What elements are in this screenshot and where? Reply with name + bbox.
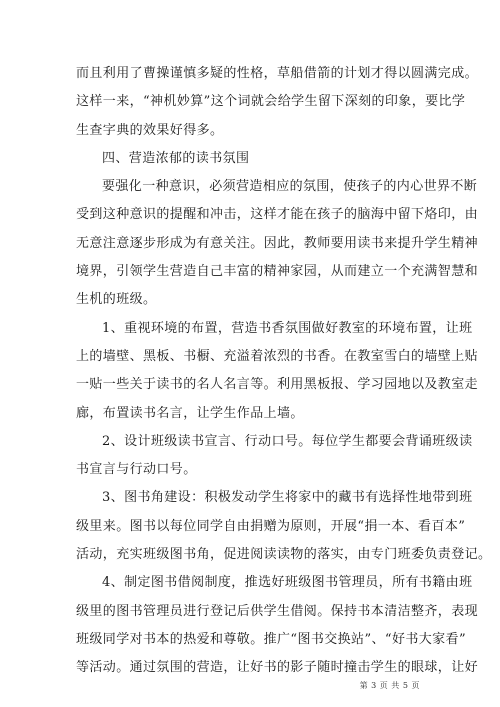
text-line-2: 这样一来，“神机妙算”这个词就会给学生留下深刻的印象，要比学 (76, 94, 466, 110)
text-line-1: 而且利用了曹操谨慎多疑的性格，草船借箭的计划才得以圆满完成。 (76, 66, 479, 81)
text-line-5: 要强化一种意识，必须营造相应的氛围，使孩子的内心世界不断 (102, 179, 478, 195)
text-line-18: 活动，充实班级图书角，促进阅读读物的落实，由专门班委负责登记。 (76, 547, 492, 563)
text-line-3: 生查字典的效果好得多。 (76, 122, 224, 138)
text-line-20: 级里的图书管理员进行登记后供学生借阅。保持书本清洁整齐，表现 (76, 603, 479, 619)
list-item-1: 1、重视环境的布置，营造书香氛围做好教室的环境布置，让班 (102, 320, 473, 336)
text-line-11: 上的墙壁、黑板、书橱、充溢着浓烈的书香。在教室雪白的墙壁上贴 (76, 348, 479, 364)
text-line-8: 境界，引领学生营造自己丰富的精神家园，从而建立一个充满智慧和 (76, 264, 479, 280)
text-line-9: 生机的班级。 (76, 292, 157, 308)
text-line-13: 廊，布置读书名言，让学生作品上墙。 (76, 405, 304, 421)
list-item-3: 3、图书角建设：积极发动学生将家中的藏书有选择性地带到班 (102, 490, 473, 506)
text-line-6: 受到这种意识的提醒和冲击，这样才能在孩子的脑海中留下烙印，由 (76, 207, 479, 223)
page-footer (0, 673, 500, 692)
text-line-21: 班级同学对书本的热爱和尊敬。推广“图书交换站”、“好书大家看” (76, 631, 466, 647)
section-heading: 四、营造浓郁的读书氛围 (102, 150, 250, 166)
list-item-2: 2、设计班级读书宣言、行动口号。每位学生都要会背诵班级读 (102, 433, 473, 449)
list-item-4: 4、制定图书借阅制度，推选好班级图书管理员，所有书籍由班 (102, 575, 473, 591)
body-text (76, 60, 492, 683)
text-line-17: 级里来。图书以每位同学自由捐赠为原则，开展“捐一本、看百本” (76, 518, 466, 534)
text-line-15: 书宣言与行动口号。 (76, 462, 197, 478)
text-line-12: 一贴一些关于读书的名人名言等。利用黑板报、学习园地以及教室走 (76, 377, 479, 393)
page-number: 第 3 页 共 5 页 (359, 681, 420, 690)
text-line-22: 等活动。通过氛围的营造，让好书的影子随时撞击学生的眼球，让好 (76, 660, 479, 676)
text-line-7: 无意注意逐步形成为有意关注。因此，教师要用读书来提升学生精神 (76, 235, 479, 251)
